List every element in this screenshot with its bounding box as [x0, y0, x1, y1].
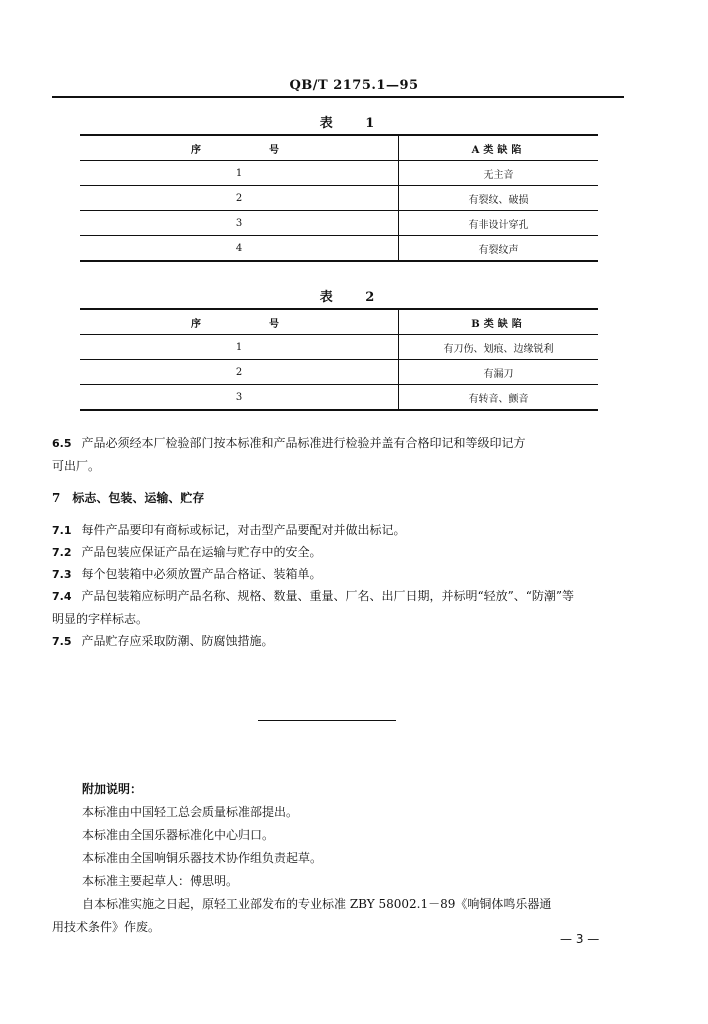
section-7-number: 7: [52, 491, 61, 505]
clause-7-2-number: 7.2: [52, 546, 72, 559]
clause-6-5-text-line1: 产品必须经本厂检验部门按本标准和产品标准进行检验并盖有合格印记和等级印记方: [81, 436, 526, 450]
clause-6-5-number: 6.5: [52, 437, 72, 450]
clause-7-4-text-line2: 明显的字样标志。: [52, 612, 149, 626]
table1-col-defect: A类缺陷: [471, 144, 526, 156]
table2-row2-defect: 有漏刀: [483, 368, 514, 380]
table-row: [80, 161, 598, 186]
clause-7-5-text: 产品贮存应采取防潮、防腐蚀措施。: [81, 634, 274, 648]
notes-line-5: 自本标准实施之日起，原轻工业部发布的专业标准 ZBY 58002.1－89《响铜体鸣乐器通: [82, 897, 552, 911]
table-row: [80, 335, 598, 360]
table2-col-seq: 序号: [80, 309, 399, 335]
notes-line-4: 本标准主要起草人：傅思明。: [82, 874, 239, 888]
clause-7-3: [52, 563, 632, 586]
table1-col-seq: 序号: [80, 135, 399, 161]
table1-row2-no: 2: [80, 186, 399, 211]
notes-line-6: 用技术条件》作废。: [52, 920, 161, 934]
clause-7-5-number: 7.5: [52, 635, 72, 648]
clause-6-5: [52, 432, 632, 478]
notes-title: 附加说明：: [82, 782, 143, 796]
page-number: — 3 —: [560, 932, 600, 946]
table-row: [80, 211, 598, 236]
clause-7-2-text: 产品包装应保证产品在运输与贮存中的安全。: [81, 545, 322, 559]
clause-7-4-text: 产品包装箱应标明产品名称、规格、数量、重量、厂名、出厂日期，并标明“轻放”、“防潮”等: [81, 589, 575, 603]
table2-row2-no: 2: [80, 360, 399, 385]
end-divider: [258, 720, 396, 721]
table1-row3-defect: 有非设计穿孔: [468, 219, 529, 231]
table1-row3-no: 3: [80, 211, 399, 236]
section-7-heading: [52, 489, 204, 506]
clause-7-3-number: 7.3: [52, 568, 72, 581]
clause-6-5-text-line2: 可出厂。: [52, 459, 101, 473]
standard-code-header: QB/T 2175.1—95: [289, 78, 419, 93]
table-row: [80, 236, 598, 262]
table2-title: 表 2: [319, 290, 389, 305]
table1-row4-defect: 有裂纹声: [478, 244, 519, 256]
clause-7-1: [52, 519, 632, 542]
clause-7-1-number: 7.1: [52, 524, 72, 537]
table1-header-row: [80, 135, 598, 161]
table1-row4-no: 4: [80, 236, 399, 262]
table2-row3-no: 3: [80, 385, 399, 411]
table2-header-row: [80, 309, 598, 335]
notes-line-3: 本标准由全国响铜乐器技术协作组负责起草。: [82, 851, 323, 865]
table-row: [80, 360, 598, 385]
table2: [80, 308, 598, 411]
notes-line-1: 本标准由中国轻工总会质量标准部提出。: [82, 805, 299, 819]
table2-row3-defect: 有转音、颤音: [468, 393, 529, 405]
table-row: [80, 186, 598, 211]
clause-7-4: [52, 585, 632, 631]
table-row: [80, 385, 598, 411]
clause-7-1-text: 每件产品要印有商标或标记，对击型产品要配对并做出标记。: [81, 523, 406, 537]
table1-row2-defect: 有裂纹、破损: [468, 194, 529, 206]
clause-7-3-text: 每个包装箱中必须放置产品合格证、装箱单。: [81, 567, 322, 581]
clause-7-2: [52, 541, 632, 564]
table1: [80, 134, 598, 262]
clause-7-5: [52, 630, 632, 653]
table2-row1-defect: 有刀伤、划痕、边缘锐利: [443, 343, 554, 355]
section-7-title: 标志、包装、运输、贮存: [72, 491, 205, 505]
header-rule: [52, 96, 624, 98]
table1-title: 表 1: [319, 116, 389, 131]
notes-line-2: 本标准由全国乐器标准化中心归口。: [82, 828, 275, 842]
table2-col-defect: B类缺陷: [471, 318, 526, 330]
table1-row1-defect: 无主音: [483, 169, 514, 181]
table2-row1-no: 1: [80, 335, 399, 360]
table1-row1-no: 1: [80, 161, 399, 186]
clause-7-4-number: 7.4: [52, 590, 72, 603]
